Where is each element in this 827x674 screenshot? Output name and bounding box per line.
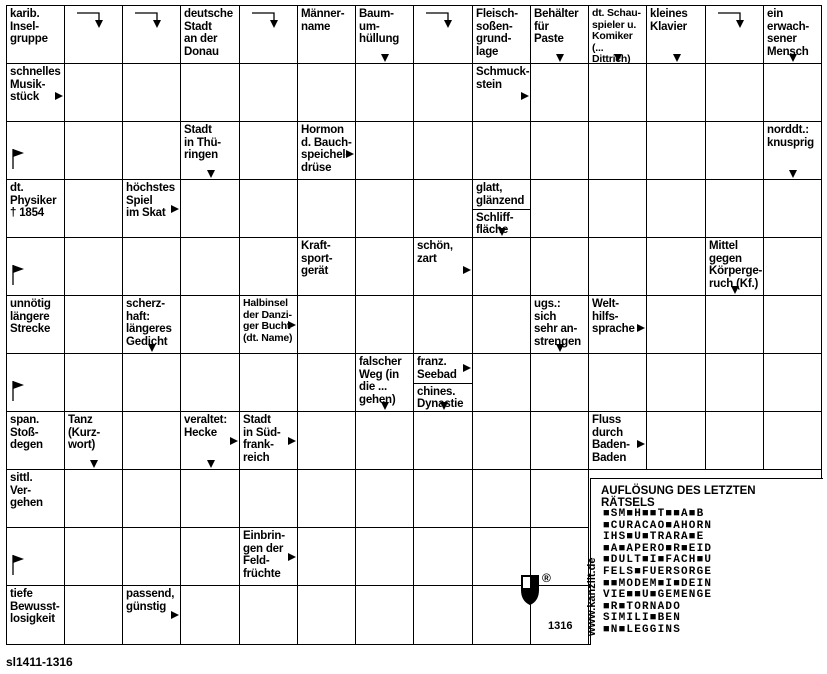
grid-cell[interactable] — [414, 64, 473, 122]
grid-cell[interactable] — [356, 412, 414, 470]
grid-cell[interactable] — [240, 354, 298, 412]
grid-cell[interactable] — [531, 354, 589, 412]
arrow-right-icon — [637, 440, 645, 448]
grid-cell[interactable] — [298, 528, 356, 586]
solution-title-line2: RÄTSELS — [601, 497, 655, 509]
grid-cell[interactable] — [647, 180, 706, 238]
grid-cell[interactable] — [414, 412, 473, 470]
clue-text: unnötig längere Strecke — [10, 298, 51, 335]
grid-cell[interactable] — [647, 238, 706, 296]
grid-cell[interactable] — [531, 180, 589, 238]
arrow-right-icon — [463, 364, 471, 372]
clue-cell — [7, 180, 65, 238]
grid-cell[interactable] — [764, 296, 822, 354]
clue-text: scherz- haft: längeres Gedicht — [126, 298, 172, 348]
grid-cell[interactable] — [240, 586, 298, 645]
grid-cell[interactable] — [240, 122, 298, 180]
arrow-right-icon — [288, 553, 296, 561]
arrow-down-icon — [556, 344, 564, 352]
clue-cell — [7, 412, 65, 470]
corner-arrow-icon — [252, 12, 286, 30]
grid-cell[interactable] — [531, 412, 589, 470]
solution-row: SIMILI■BEN — [603, 612, 682, 625]
clue-text: Einbrin- gen der Feld- früchte — [243, 530, 285, 580]
corner-arrow-icon — [135, 12, 169, 30]
flag-arrow-icon — [12, 381, 26, 403]
grid-cell[interactable] — [764, 238, 822, 296]
arrow-right-icon — [288, 321, 296, 329]
grid-cell[interactable] — [764, 412, 822, 470]
grid-cell[interactable] — [298, 64, 356, 122]
grid-cell[interactable] — [298, 180, 356, 238]
grid-cell[interactable] — [706, 180, 764, 238]
clue-text: höchstes Spiel im Skat — [126, 182, 175, 219]
clue-text: Baum- um- hüllung — [359, 8, 400, 45]
solution-row: ■CURACAO■AHORN — [603, 519, 713, 532]
grid-cell[interactable] — [123, 122, 181, 180]
clue-text: Fleisch- soßen- grund- lage — [476, 8, 518, 58]
logo-registered-mark: ® — [542, 571, 551, 585]
grid-cell[interactable] — [123, 354, 181, 412]
grid-cell[interactable] — [123, 470, 181, 528]
clue-cell — [181, 6, 240, 64]
clue-cell — [7, 470, 65, 528]
clue-text: Behälter für Paste — [534, 8, 579, 45]
clue-text: ein erwach- sener Mensch — [767, 8, 810, 58]
grid-cell[interactable] — [65, 354, 123, 412]
grid-cell[interactable] — [531, 122, 589, 180]
solution-row: ■R■TORNADO — [603, 600, 682, 613]
clue-text: dt. Schau- spieler u. Komiker (... Dittrich) — [592, 7, 641, 64]
arrow-down-icon — [614, 54, 622, 62]
corner-arrow-icon — [426, 12, 460, 30]
solution-row: ■A■APERO■R■EID — [603, 542, 713, 555]
solution-row: ■N■LEGGINS — [603, 623, 682, 636]
grid-cell[interactable] — [240, 64, 298, 122]
clue-text: norddt.: knusprig — [767, 124, 814, 149]
arrow-right-icon — [637, 324, 645, 332]
publisher-logo-icon — [520, 570, 560, 606]
grid-cell[interactable] — [356, 528, 414, 586]
grid-cell[interactable] — [181, 354, 240, 412]
grid-cell[interactable] — [647, 354, 706, 412]
clue-text: glatt, glänzend — [476, 182, 525, 207]
grid-cell[interactable] — [414, 122, 473, 180]
clue-text: Tanz (Kurz- wort) — [68, 414, 101, 451]
grid-cell[interactable] — [414, 296, 473, 354]
grid-cell[interactable] — [764, 180, 822, 238]
clue-text: tiefe Bewusst- losigkeit — [10, 588, 60, 625]
clue-text: Halbinsel der Danzi- ger Bucht (dt. Name) — [243, 297, 293, 344]
grid-cell[interactable] — [123, 238, 181, 296]
grid-cell[interactable] — [298, 586, 356, 645]
flag-arrow-icon — [12, 265, 26, 287]
website-label[interactable]: www.kanzlit.de — [586, 557, 598, 636]
grid-cell[interactable] — [181, 470, 240, 528]
grid-cell[interactable] — [473, 354, 531, 412]
grid-cell[interactable] — [531, 238, 589, 296]
solution-letters — [603, 509, 712, 637]
clue-text: Stadt in Thü- ringen — [184, 124, 221, 161]
grid-cell[interactable] — [181, 180, 240, 238]
grid-cell[interactable] — [181, 586, 240, 645]
grid-cell[interactable] — [181, 64, 240, 122]
arrow-down-icon — [148, 344, 156, 352]
solution-panel — [590, 478, 823, 645]
clue-text: deutsche Stadt an der Donau — [184, 8, 233, 58]
arrow-right-icon — [346, 150, 354, 158]
arrow-down-icon — [381, 402, 389, 410]
clue-cell — [7, 296, 65, 354]
clue-text: kleines Klavier — [650, 8, 688, 33]
grid-cell[interactable] — [473, 122, 531, 180]
arrow-down-icon — [498, 228, 506, 236]
clue-text: Kraft- sport- gerät — [301, 240, 333, 277]
grid-cell[interactable] — [181, 238, 240, 296]
grid-cell[interactable] — [181, 296, 240, 354]
clue-cell — [7, 586, 65, 645]
grid-cell[interactable] — [240, 470, 298, 528]
grid-cell[interactable] — [473, 412, 531, 470]
grid-cell[interactable] — [589, 122, 647, 180]
solution-row: ■SM■H■■T■■A■B — [603, 508, 705, 520]
clue-text: schnelles Musik- stück — [10, 66, 61, 103]
grid-cell[interactable] — [414, 470, 473, 528]
grid-cell[interactable] — [647, 64, 706, 122]
grid-cell[interactable] — [473, 470, 531, 528]
flag-arrow-icon — [12, 149, 26, 171]
clue-text: Schmuck- stein — [476, 66, 530, 91]
grid-cell[interactable] — [589, 180, 647, 238]
grid-cell[interactable] — [414, 528, 473, 586]
grid-cell[interactable] — [647, 296, 706, 354]
grid-cell[interactable] — [706, 354, 764, 412]
clue-text: Welt- hilfs- sprache — [592, 298, 635, 335]
clue-text: passend, günstig — [126, 588, 175, 613]
grid-cell[interactable] — [706, 296, 764, 354]
solution-title-line1: AUFLÖSUNG DES LETZTEN — [601, 485, 756, 497]
arrow-down-icon — [440, 402, 448, 410]
clue-text: veraltet: Hecke — [184, 414, 227, 439]
clue-text: Stadt in Süd- frank- reich — [243, 414, 281, 464]
clue-cell — [473, 6, 531, 64]
grid-cell[interactable] — [240, 238, 298, 296]
grid-cell[interactable] — [531, 470, 589, 528]
grid-cell[interactable] — [240, 180, 298, 238]
grid-cell[interactable] — [181, 528, 240, 586]
arrow-down-icon — [789, 170, 797, 178]
solution-title — [601, 485, 756, 509]
clue-text: Männer- name — [301, 8, 345, 33]
grid-cell[interactable] — [356, 470, 414, 528]
clue-text: sittl. Ver- gehen — [10, 472, 43, 509]
grid-cell[interactable] — [298, 354, 356, 412]
grid-cell[interactable] — [531, 64, 589, 122]
clue-text: ugs.: sich sehr an- strengen — [534, 298, 581, 348]
clue-text: span. Stoß- degen — [10, 414, 43, 451]
clue-text: Fluss durch Baden- Baden — [592, 414, 630, 464]
grid-cell[interactable] — [589, 354, 647, 412]
grid-cell[interactable] — [647, 412, 706, 470]
grid-cell[interactable] — [298, 296, 356, 354]
grid-cell[interactable] — [65, 586, 123, 645]
grid-cell[interactable] — [65, 296, 123, 354]
clue-text: Hormon d. Bauch- speichel- drüse — [301, 124, 352, 174]
clue-text: falscher Weg (in die ... gehen) — [359, 356, 402, 406]
clue-text: dt. Physiker † 1854 — [10, 182, 57, 219]
grid-cell[interactable] — [414, 180, 473, 238]
grid-cell[interactable] — [589, 238, 647, 296]
grid-cell[interactable] — [123, 64, 181, 122]
grid-cell[interactable] — [65, 64, 123, 122]
solution-row: ■■MODEM■I■DEIN — [603, 577, 713, 590]
solution-row: ■DULT■I■FACH■U — [603, 554, 713, 567]
grid-cell[interactable] — [647, 122, 706, 180]
grid-cell[interactable] — [298, 412, 356, 470]
arrow-right-icon — [171, 611, 179, 619]
clue-text: karib. Insel- gruppe — [10, 8, 48, 45]
clue-text: franz. Seebad — [417, 356, 457, 381]
arrow-down-icon — [673, 54, 681, 62]
grid-cell[interactable] — [123, 528, 181, 586]
grid-cell[interactable] — [706, 412, 764, 470]
clue-text: Schliff- fläche — [473, 209, 530, 238]
arrow-down-icon — [90, 460, 98, 468]
arrow-down-icon — [731, 286, 739, 294]
grid-cell[interactable] — [65, 528, 123, 586]
arrow-right-icon — [463, 266, 471, 274]
grid-cell[interactable] — [123, 412, 181, 470]
grid-cell[interactable] — [65, 470, 123, 528]
grid-cell[interactable] — [356, 586, 414, 645]
arrow-right-icon — [230, 437, 238, 445]
solution-row: VIE■■U■GEMENGE — [603, 589, 713, 602]
arrow-down-icon — [556, 54, 564, 62]
grid-cell[interactable] — [706, 64, 764, 122]
grid-cell[interactable] — [356, 238, 414, 296]
grid-cell[interactable] — [356, 122, 414, 180]
grid-cell[interactable] — [356, 180, 414, 238]
grid-cell[interactable] — [65, 122, 123, 180]
arrow-right-icon — [55, 92, 63, 100]
footer-code: sl1411-1316 — [6, 655, 73, 669]
clue-text: chines. Dynastie — [414, 383, 472, 412]
grid-cell[interactable] — [298, 470, 356, 528]
grid-cell[interactable] — [473, 296, 531, 354]
clue-text: schön, zart — [417, 240, 453, 265]
arrow-down-icon — [381, 54, 389, 62]
arrow-right-icon — [171, 205, 179, 213]
puzzle-number: 1316 — [548, 620, 573, 632]
arrow-right-icon — [521, 92, 529, 100]
clue-cell — [7, 6, 65, 64]
flag-arrow-icon — [12, 555, 26, 577]
clue-cell — [298, 238, 356, 296]
grid-cell[interactable] — [764, 64, 822, 122]
clue-cell — [298, 6, 356, 64]
grid-cell[interactable] — [764, 354, 822, 412]
solution-row: FELS■FUERSORGE — [603, 565, 713, 578]
grid-cell[interactable] — [589, 64, 647, 122]
grid-cell[interactable] — [356, 64, 414, 122]
grid-cell[interactable] — [414, 586, 473, 645]
arrow-down-icon — [789, 54, 797, 62]
grid-cell[interactable] — [356, 296, 414, 354]
grid-cell[interactable] — [65, 238, 123, 296]
grid-cell[interactable] — [65, 180, 123, 238]
clue-text: Mittel gegen Körperge- ruch (Kf.) — [709, 240, 763, 290]
grid-cell[interactable] — [473, 238, 531, 296]
arrow-down-icon — [207, 460, 215, 468]
arrow-right-icon — [288, 437, 296, 445]
corner-arrow-icon — [718, 12, 752, 30]
grid-cell[interactable] — [706, 122, 764, 180]
corner-arrow-icon — [77, 12, 111, 30]
solution-row: IHS■U■TRARA■E — [603, 531, 705, 544]
arrow-down-icon — [207, 170, 215, 178]
